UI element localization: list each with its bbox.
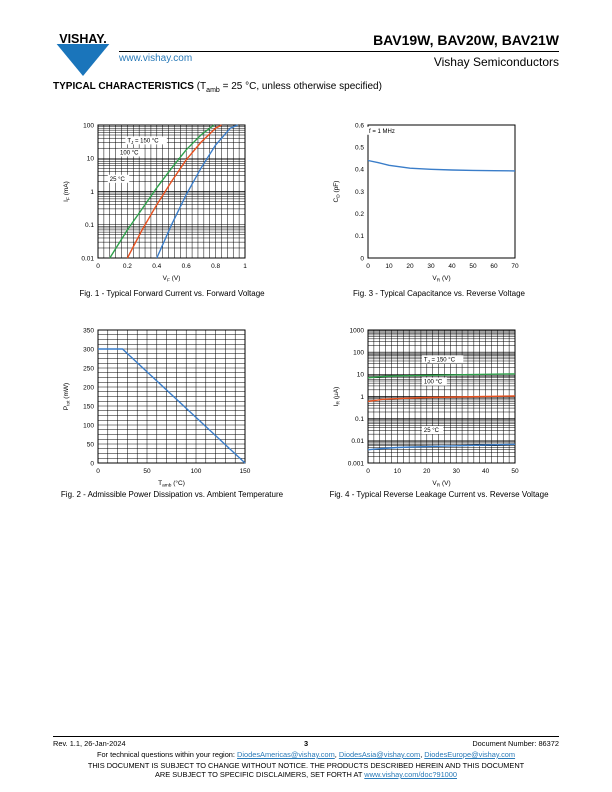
x-tick-label: 50 <box>511 468 519 475</box>
page-title: BAV19W, BAV20W, BAV21W <box>373 32 559 48</box>
logo-text: VISHAY. <box>59 33 107 46</box>
y-tick-label: 1 <box>90 188 94 196</box>
y-tick-label: 10 <box>356 371 364 379</box>
y-tick-label: 0 <box>360 255 364 263</box>
header-rule <box>119 51 559 52</box>
y-tick-label: 200 <box>83 384 94 392</box>
x-tick-label: 10 <box>393 468 402 475</box>
x-tick-label: 50 <box>469 263 477 270</box>
contacts-prefix: For technical questions within your region: <box>96 750 238 759</box>
fig3-caption: Fig. 3 - Typical Capacitance vs. Reverse Voltage <box>353 289 525 298</box>
fig3-capacitance-chart <box>320 115 540 285</box>
notice-prefix: ARE SUBJECT TO SPECIFIC DISCLAIMERS, SET FORTH AT <box>154 770 365 779</box>
x-tick-label: 0.8 <box>211 263 221 270</box>
x-tick-label: 150 <box>239 468 251 475</box>
y-tick-label: 1000 <box>349 327 364 335</box>
y-tick-label: 0.1 <box>84 222 94 230</box>
y-tick-label: 100 <box>83 422 94 430</box>
x-tick-label: 100 <box>190 468 202 475</box>
fig4-caption: Fig. 4 - Typical Reverse Leakage Current vs. Reverse Voltage <box>329 490 549 499</box>
fig2-power-dissipation-chart <box>50 320 270 490</box>
disclaimer-link[interactable]: www.vishay.com/doc?91000 <box>364 770 458 779</box>
y-tick-label: 0 <box>90 460 94 468</box>
x-tick-label: 10 <box>385 263 393 270</box>
website-link[interactable]: www.vishay.com <box>119 53 193 64</box>
y-tick-label: 300 <box>83 346 94 354</box>
y-tick-label: 350 <box>83 327 94 335</box>
footer-notice-1: THIS DOCUMENT IS SUBJECT TO CHANGE WITHOUT NOTICE. THE PRODUCTS DESCRIBED HEREIN AND THIS DOCUMENT <box>87 761 525 770</box>
fig1-caption: Fig. 1 - Typical Forward Current vs. Forward Voltage <box>79 289 265 298</box>
chart-annotation: 100 °C <box>423 379 443 386</box>
x-tick-label: 40 <box>448 263 456 270</box>
x-axis-label: $V_F$ (V) <box>162 275 181 284</box>
page-subtitle: Vishay Semiconductors <box>433 55 559 69</box>
section-title: TYPICAL CHARACTERISTICS <box>53 81 194 92</box>
document-number: Document Number: 86372 <box>472 739 559 748</box>
y-tick-label: 0.001 <box>347 460 364 468</box>
contacts-sep-2: , <box>420 750 425 759</box>
x-tick-label: 20 <box>406 263 414 270</box>
y-tick-label: 10 <box>86 155 94 163</box>
x-tick-label: 0 <box>366 468 370 475</box>
page-number: 3 <box>303 739 309 748</box>
y-tick-label: 0.5 <box>354 144 364 152</box>
x-tick-label: 0.6 <box>181 263 191 270</box>
chart-annotation: 100 °C <box>120 150 139 157</box>
fig1-forward-current-chart <box>50 115 270 285</box>
y-tick-label: 250 <box>83 365 94 373</box>
y-tick-label: 100 <box>353 349 364 357</box>
contacts-sep-1: , <box>334 750 339 759</box>
y-tick-label: 0.3 <box>354 188 364 196</box>
vishay-logo <box>52 33 114 77</box>
y-axis-label: $P_{tot}$ (mW) <box>63 382 72 411</box>
section-heading <box>53 81 382 94</box>
y-tick-label: 100 <box>83 122 94 130</box>
chart-annotation: f = 1 MHz <box>369 128 395 135</box>
fig4-reverse-leakage-chart <box>320 320 540 490</box>
x-tick-label: 1 <box>243 263 247 270</box>
x-tick-label: 50 <box>143 468 151 475</box>
y-axis-label: $C_D$ (pF) <box>333 180 342 203</box>
x-tick-label: 0.2 <box>122 263 132 270</box>
series-line-blue <box>368 161 515 171</box>
x-tick-label: 40 <box>481 468 490 475</box>
y-tick-label: 0.1 <box>354 415 364 423</box>
chart-annotation: $T_J = 150$ °C <box>423 357 456 364</box>
y-tick-label: 0.6 <box>354 122 364 130</box>
chart-annotation: $T_J = 150$ °C <box>127 138 159 145</box>
y-tick-label: 0.01 <box>351 438 364 446</box>
fig2-caption: Fig. 2 - Admissible Power Dissipation vs. Ambient Temperature <box>60 490 284 499</box>
x-tick-label: 0 <box>366 263 370 270</box>
chart-annotation: 25 °C <box>109 176 125 183</box>
x-tick-label: 30 <box>452 468 460 475</box>
x-tick-label: 0.4 <box>152 263 162 270</box>
x-tick-label: 30 <box>427 263 435 270</box>
y-tick-label: 0.1 <box>354 233 364 241</box>
x-tick-label: 60 <box>490 263 498 270</box>
section-cond-sub: amb <box>206 87 220 94</box>
footer-notice-2 <box>155 770 457 779</box>
x-axis-label: $T_{amb}$ (°C) <box>158 480 185 489</box>
y-axis-label: $I_F$ (mA) <box>63 181 72 202</box>
x-axis-label: $V_R$ (V) <box>432 275 451 284</box>
y-tick-label: 0.4 <box>354 166 364 174</box>
series-line-blue <box>368 444 515 449</box>
chart-annotation: 25 °C <box>423 428 439 435</box>
footer-rule <box>53 736 559 737</box>
email-europe-link[interactable]: DiodesEurope@vishay.com <box>424 750 516 759</box>
footer-contacts <box>97 750 515 759</box>
section-cond-suffix: = 25 °C, unless otherwise specified) <box>219 81 382 92</box>
y-tick-label: 50 <box>86 441 94 449</box>
x-tick-label: 70 <box>511 263 519 270</box>
y-tick-label: 150 <box>83 403 94 411</box>
grid <box>98 125 245 258</box>
x-axis-label: $V_R$ (V) <box>432 480 451 489</box>
footer-revision: Rev. 1.1, 26-Jan-2024 <box>53 739 126 748</box>
y-tick-label: 1 <box>360 393 364 401</box>
section-cond-prefix: (T <box>196 81 207 92</box>
y-tick-label: 0.01 <box>81 255 94 263</box>
x-tick-label: 0 <box>96 468 100 475</box>
email-americas-link[interactable]: DiodesAmericas@vishay.com <box>237 750 335 759</box>
x-tick-label: 20 <box>423 468 431 475</box>
x-tick-label: 0 <box>96 263 100 270</box>
email-asia-link[interactable]: DiodesAsia@vishay.com <box>338 750 421 759</box>
y-tick-label: 0.2 <box>354 210 364 218</box>
y-axis-label: $I_R$ (µA) <box>333 386 342 407</box>
plot-frame <box>368 125 515 258</box>
